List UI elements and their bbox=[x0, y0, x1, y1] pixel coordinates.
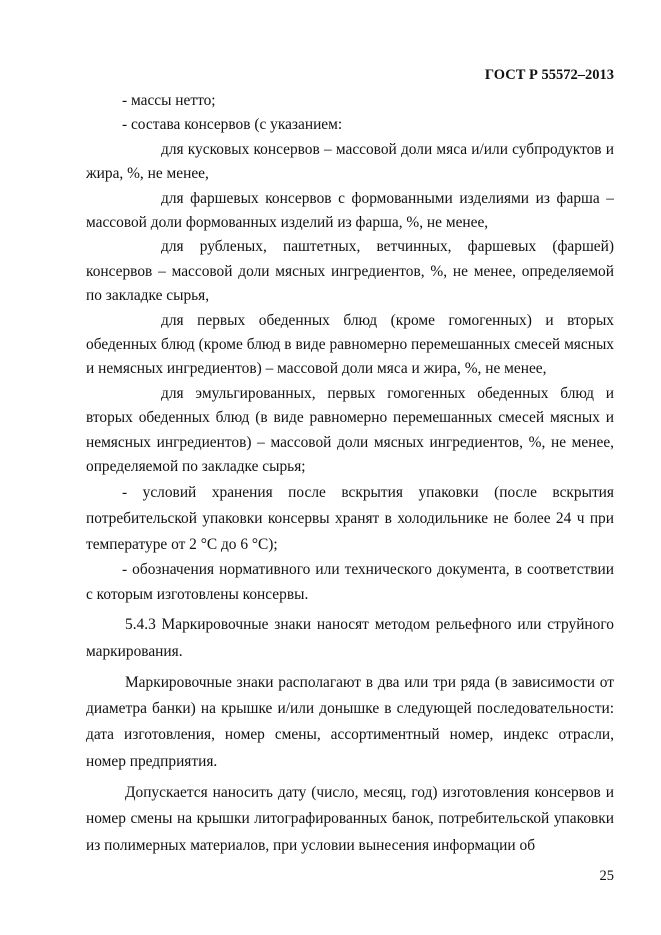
paragraph-marking-rows: Маркировочные знаки располагают в два или три ряда (в зависимости от диаметра банки) на крышке и/или донышке в следующей последовательности: дата изготовления, номер смены, ассортиментный номер, индекс отрасли, номер предприятия. bbox=[86, 673, 614, 770]
subitem-chunk-canned: для кусковых консервов – массовой доли мяса и/или субпродуктов и жира, %, не менее, bbox=[86, 140, 614, 183]
subitem-minced-canned: для фаршевых консервов с формованными изделиями из фарша – массовой доли формованных изделий из фарша, %, не менее, bbox=[86, 189, 614, 232]
standard-header: ГОСТ Р 55572–2013 bbox=[484, 67, 614, 83]
paragraph-date-allowed: Допускается наносить дату (число, месяц, год) изготовления консервов и номер смены на крышки литографированных банок, потребительской упаковки из полимерных материалов, при условии вынесения информации об bbox=[86, 783, 614, 854]
document-body bbox=[86, 89, 614, 859]
list-item-storage-conditions: - условий хранения после вскрытия упаковки (после вскрытия потребительской упаковки консервы хранят в холодильнике не более 24 ч при температуре от 2 °С до 6 °С); bbox=[86, 483, 614, 554]
list-item-net-mass: - массы нетто; bbox=[122, 92, 216, 109]
subitem-chopped-canned: для рубленых, паштетных, ветчинных, фаршевых (фаршей) консервов – массовой доли мясных ингредиентов, %, не менее, определяемой по закладке сырья, bbox=[86, 238, 614, 305]
list-item-normative-document: - обозначения нормативного или технического документа, в соответствии с которым изготовлены консервы. bbox=[86, 561, 614, 603]
subitem-emulsified: для эмульгированных, первых гомогенных обеденных блюд и вторых обеденных блюд (в виде равномерно перемешанных смесей мясных и немясных ингредиентов) – массовой доли мясных ингредиентов, %, не менее, определяемой по закладке сырья; bbox=[86, 384, 614, 476]
list-item-composition: - состава консервов (с указанием: bbox=[122, 116, 343, 134]
page-number: 25 bbox=[599, 868, 614, 884]
subitem-first-second-courses: для первых обеденных блюд (кроме гомогенных) и вторых обеденных блюд (кроме блюд в виде равномерно перемешанных смесей мясных и немясных ингредиентов) – массовой доли мяса и жира, %, не менее, bbox=[86, 311, 614, 378]
clause-5-4-3: 5.4.3 Маркировочные знаки наносят методом рельефного или струйного маркирования. bbox=[86, 616, 614, 660]
